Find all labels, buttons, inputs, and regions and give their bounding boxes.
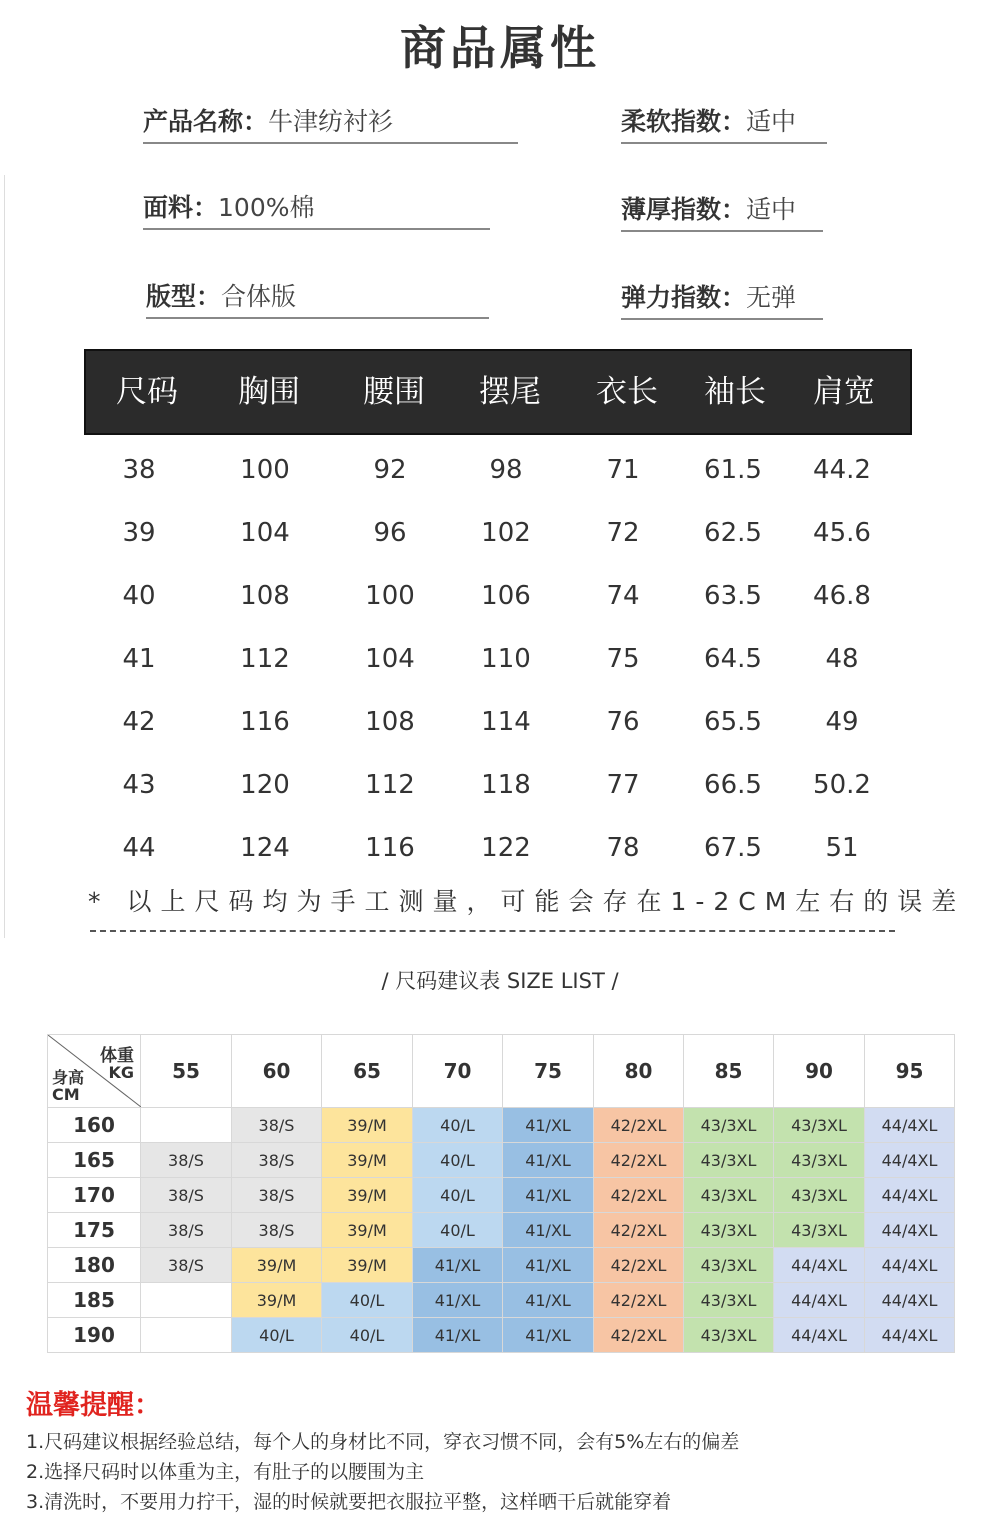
measure-cell: 41 bbox=[122, 644, 156, 674]
measure-table-header bbox=[84, 349, 912, 435]
size-cell: 44/4XL bbox=[865, 1143, 955, 1178]
measure-cell: 61.5 bbox=[704, 455, 762, 485]
measure-cell: 75 bbox=[606, 644, 640, 674]
measure-cell: 39 bbox=[122, 518, 156, 548]
corner-cell bbox=[48, 1035, 141, 1108]
weight-header-cell: 85 bbox=[684, 1035, 774, 1108]
weight-header-cell: 60 bbox=[232, 1035, 322, 1108]
size-cell bbox=[141, 1283, 232, 1318]
size-table-header-row bbox=[48, 1035, 955, 1108]
attr-thickness bbox=[621, 190, 823, 232]
attr-key: 版型： bbox=[146, 282, 222, 311]
size-cell: 38/S bbox=[141, 1213, 232, 1248]
measure-cell: 40 bbox=[122, 581, 156, 611]
weight-header-cell: 80 bbox=[594, 1035, 684, 1108]
attr-elasticity bbox=[621, 278, 823, 320]
size-cell: 39/M bbox=[322, 1108, 413, 1143]
size-cell: 42/2XL bbox=[594, 1248, 684, 1283]
size-table-row bbox=[48, 1283, 955, 1318]
measure-cell: 104 bbox=[365, 644, 415, 674]
measurement-note: * 以上尺码均为手工测量，可能会存在1-2CM左右的误差 bbox=[88, 887, 966, 916]
size-cell: 41/XL bbox=[503, 1213, 594, 1248]
size-cell: 41/XL bbox=[503, 1248, 594, 1283]
measure-cell: 92 bbox=[373, 455, 407, 485]
size-cell: 38/S bbox=[141, 1178, 232, 1213]
size-cell: 39/M bbox=[322, 1213, 413, 1248]
size-cell: 43/3XL bbox=[774, 1108, 865, 1143]
attr-product-name bbox=[143, 102, 518, 144]
attr-key: 面料： bbox=[143, 193, 219, 222]
col-header-length: 衣长 bbox=[596, 374, 658, 410]
attr-key: 产品名称： bbox=[143, 107, 269, 136]
size-cell: 42/2XL bbox=[594, 1318, 684, 1353]
weight-header-cell: 55 bbox=[141, 1035, 232, 1108]
measure-cell: 116 bbox=[365, 833, 415, 863]
size-cell: 39/M bbox=[322, 1178, 413, 1213]
measure-cell: 64.5 bbox=[704, 644, 762, 674]
measure-cell: 106 bbox=[481, 581, 531, 611]
size-cell: 39/M bbox=[232, 1248, 322, 1283]
size-cell: 43/3XL bbox=[774, 1178, 865, 1213]
size-cell: 38/S bbox=[232, 1143, 322, 1178]
size-cell: 42/2XL bbox=[594, 1283, 684, 1318]
size-cell: 38/S bbox=[232, 1178, 322, 1213]
size-cell: 38/S bbox=[141, 1143, 232, 1178]
measure-cell: 44.2 bbox=[813, 455, 871, 485]
measure-cell: 124 bbox=[240, 833, 290, 863]
attr-key: 柔软指数： bbox=[621, 107, 747, 136]
measure-cell: 43 bbox=[122, 770, 156, 800]
size-cell: 43/3XL bbox=[684, 1213, 774, 1248]
attr-value: 合体版 bbox=[221, 282, 297, 311]
measure-cell: 116 bbox=[240, 707, 290, 737]
corner-height-label: 身高 bbox=[52, 1068, 85, 1087]
size-cell: 43/3XL bbox=[684, 1318, 774, 1353]
measure-cell: 104 bbox=[240, 518, 290, 548]
height-cell: 185 bbox=[48, 1283, 141, 1318]
measure-cell: 76 bbox=[606, 707, 640, 737]
weight-header-cell: 75 bbox=[503, 1035, 594, 1108]
weight-header-cell: 95 bbox=[865, 1035, 955, 1108]
size-cell: 43/3XL bbox=[774, 1143, 865, 1178]
measure-cell: 77 bbox=[606, 770, 640, 800]
size-cell: 40/L bbox=[322, 1318, 413, 1353]
measure-cell: 78 bbox=[606, 833, 640, 863]
size-cell: 39/M bbox=[322, 1143, 413, 1178]
side-guide-line bbox=[4, 268, 5, 938]
reminder-title: 温馨提醒： bbox=[26, 1390, 161, 1421]
measure-cell: 96 bbox=[373, 518, 407, 548]
size-cell: 38/S bbox=[232, 1213, 322, 1248]
size-cell: 41/XL bbox=[503, 1283, 594, 1318]
size-cell: 42/2XL bbox=[594, 1178, 684, 1213]
size-cell: 41/XL bbox=[413, 1248, 503, 1283]
measure-cell: 102 bbox=[481, 518, 531, 548]
attr-value: 适中 bbox=[746, 107, 797, 136]
height-cell: 190 bbox=[48, 1318, 141, 1353]
tip-3: 3.清洗时，不要用力拧干，湿的时候就要把衣服拉平整，这样晒干后就能穿着 bbox=[26, 1491, 672, 1513]
measure-cell: 114 bbox=[481, 707, 531, 737]
size-cell: 44/4XL bbox=[865, 1318, 955, 1353]
measure-cell: 110 bbox=[481, 644, 531, 674]
size-cell: 43/3XL bbox=[684, 1108, 774, 1143]
size-table-row bbox=[48, 1108, 955, 1143]
size-cell bbox=[141, 1318, 232, 1353]
tip-2: 2.选择尺码时以体重为主，有肚子的以腰围为主 bbox=[26, 1461, 425, 1483]
measure-cell: 42 bbox=[122, 707, 156, 737]
measure-cell: 50.2 bbox=[813, 770, 871, 800]
measure-cell: 72 bbox=[606, 518, 640, 548]
attr-fit bbox=[146, 277, 489, 319]
height-cell: 180 bbox=[48, 1248, 141, 1283]
attr-value: 无弹 bbox=[746, 283, 797, 312]
size-cell: 42/2XL bbox=[594, 1213, 684, 1248]
size-cell: 40/L bbox=[413, 1143, 503, 1178]
size-table-row bbox=[48, 1178, 955, 1213]
measure-cell: 74 bbox=[606, 581, 640, 611]
tip-1: 1.尺码建议根据经验总结，每个人的身材比不同，穿衣习惯不同，会有5%左右的偏差 bbox=[26, 1431, 740, 1453]
size-cell: 43/3XL bbox=[684, 1178, 774, 1213]
size-cell: 44/4XL bbox=[774, 1248, 865, 1283]
measure-cell: 100 bbox=[365, 581, 415, 611]
side-guide-line bbox=[4, 175, 5, 270]
corner-kg-label: KG bbox=[108, 1063, 134, 1082]
size-cell: 40/L bbox=[413, 1108, 503, 1143]
size-cell bbox=[141, 1108, 232, 1143]
size-cell: 40/L bbox=[413, 1178, 503, 1213]
measure-cell: 38 bbox=[122, 455, 156, 485]
measure-cell: 112 bbox=[240, 644, 290, 674]
size-cell: 44/4XL bbox=[865, 1248, 955, 1283]
size-cell: 41/XL bbox=[413, 1283, 503, 1318]
size-cell: 41/XL bbox=[503, 1318, 594, 1353]
size-cell: 41/XL bbox=[503, 1143, 594, 1178]
measure-cell: 118 bbox=[481, 770, 531, 800]
attr-softness bbox=[621, 102, 827, 144]
size-cell: 44/4XL bbox=[774, 1283, 865, 1318]
size-table-row bbox=[48, 1213, 955, 1248]
size-list-title: / 尺码建议表 SIZE LIST / bbox=[381, 969, 619, 993]
attr-value: 适中 bbox=[746, 195, 797, 224]
measure-cell: 108 bbox=[365, 707, 415, 737]
measure-cell: 122 bbox=[481, 833, 531, 863]
size-cell: 38/S bbox=[141, 1248, 232, 1283]
size-cell: 40/L bbox=[232, 1318, 322, 1353]
measure-cell: 120 bbox=[240, 770, 290, 800]
size-cell: 41/XL bbox=[503, 1178, 594, 1213]
col-header-shoulder: 肩宽 bbox=[813, 374, 875, 410]
size-cell: 44/4XL bbox=[865, 1178, 955, 1213]
size-cell: 43/3XL bbox=[774, 1213, 865, 1248]
size-table-row bbox=[48, 1143, 955, 1178]
attr-value: 牛津纺衬衫 bbox=[268, 107, 394, 136]
attr-key: 弹力指数： bbox=[621, 283, 747, 312]
size-cell: 42/2XL bbox=[594, 1108, 684, 1143]
measure-cell: 49 bbox=[825, 707, 859, 737]
size-table-row bbox=[48, 1318, 955, 1353]
size-cell: 39/M bbox=[232, 1283, 322, 1318]
size-cell: 44/4XL bbox=[865, 1108, 955, 1143]
weight-header-cell: 90 bbox=[774, 1035, 865, 1108]
measure-cell: 62.5 bbox=[704, 518, 762, 548]
measure-cell: 48 bbox=[825, 644, 859, 674]
weight-header-cell: 70 bbox=[413, 1035, 503, 1108]
col-header-chest: 胸围 bbox=[238, 374, 300, 410]
measure-cell: 63.5 bbox=[704, 581, 762, 611]
attr-key: 薄厚指数： bbox=[621, 195, 747, 224]
size-cell: 40/L bbox=[322, 1283, 413, 1318]
col-header-waist: 腰围 bbox=[363, 374, 425, 410]
measure-cell: 67.5 bbox=[704, 833, 762, 863]
measure-cell: 65.5 bbox=[704, 707, 762, 737]
corner-cm-label: CM bbox=[52, 1085, 80, 1104]
attr-fabric bbox=[143, 188, 490, 230]
size-cell: 38/S bbox=[232, 1108, 322, 1143]
size-cell: 39/M bbox=[322, 1248, 413, 1283]
size-table-body bbox=[48, 1108, 955, 1353]
height-cell: 160 bbox=[48, 1108, 141, 1143]
weight-header-cell: 65 bbox=[322, 1035, 413, 1108]
size-cell: 42/2XL bbox=[594, 1143, 684, 1178]
attr-value: 100%棉 bbox=[218, 193, 315, 222]
measure-cell: 100 bbox=[240, 455, 290, 485]
corner-weight-label: 体重 bbox=[100, 1046, 134, 1066]
size-cell: 43/3XL bbox=[684, 1248, 774, 1283]
height-cell: 165 bbox=[48, 1143, 141, 1178]
measure-cell: 108 bbox=[240, 581, 290, 611]
dashed-divider bbox=[90, 930, 895, 932]
measure-cell: 112 bbox=[365, 770, 415, 800]
size-table-row bbox=[48, 1248, 955, 1283]
col-header-hem: 摆尾 bbox=[479, 374, 541, 410]
measure-cell: 71 bbox=[606, 455, 640, 485]
height-cell: 175 bbox=[48, 1213, 141, 1248]
page-title: 商品属性 bbox=[400, 21, 600, 75]
size-cell: 43/3XL bbox=[684, 1283, 774, 1318]
col-header-sleeve: 袖长 bbox=[704, 374, 766, 410]
size-cell: 44/4XL bbox=[865, 1213, 955, 1248]
height-cell: 170 bbox=[48, 1178, 141, 1213]
measure-cell: 66.5 bbox=[704, 770, 762, 800]
size-cell: 41/XL bbox=[503, 1108, 594, 1143]
size-cell: 41/XL bbox=[413, 1318, 503, 1353]
size-suggestion-table bbox=[47, 1034, 955, 1353]
measure-cell: 46.8 bbox=[813, 581, 871, 611]
size-cell: 44/4XL bbox=[774, 1318, 865, 1353]
col-header-size: 尺码 bbox=[116, 374, 178, 410]
size-cell: 40/L bbox=[413, 1213, 503, 1248]
size-cell: 43/3XL bbox=[684, 1143, 774, 1178]
measure-cell: 45.6 bbox=[813, 518, 871, 548]
measure-cell: 98 bbox=[489, 455, 523, 485]
size-cell: 44/4XL bbox=[865, 1283, 955, 1318]
measure-cell: 44 bbox=[122, 833, 156, 863]
measure-cell: 51 bbox=[825, 833, 859, 863]
